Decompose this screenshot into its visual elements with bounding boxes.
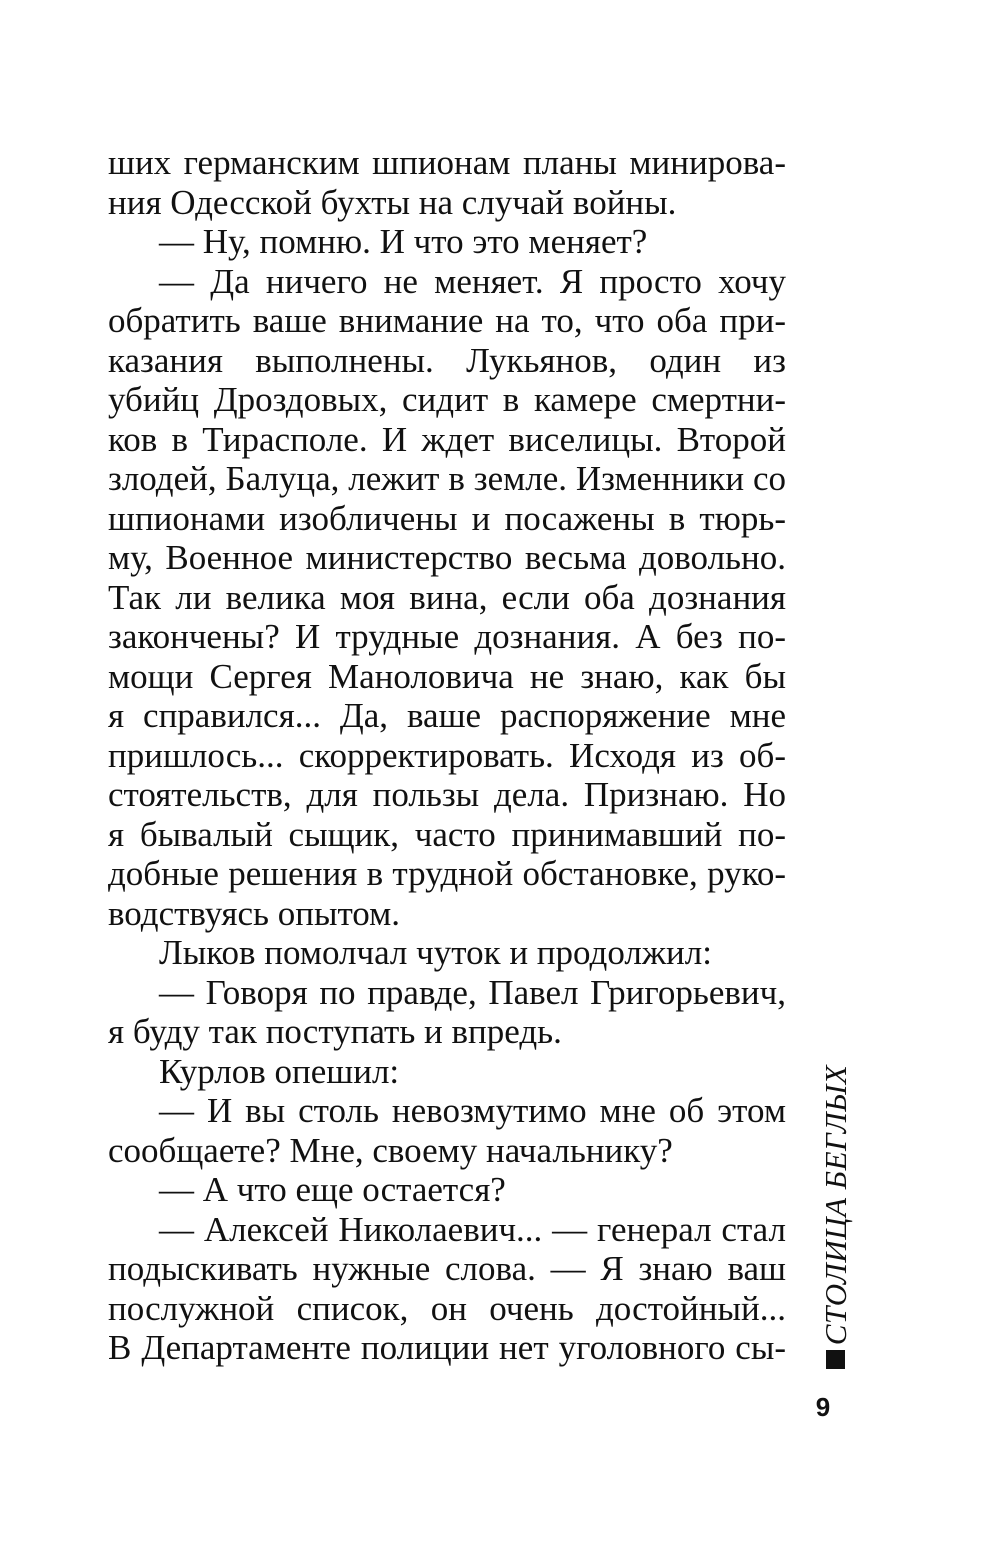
text-line: послужной список, он очень достойный... — [108, 1288, 786, 1328]
text-line: му, Военное министерство весьма довольно. — [108, 538, 786, 577]
text-line: я бывалый сыщик, часто принимавший по- — [108, 814, 786, 854]
text-line: сообщаете? Мне, своему начальнику? — [108, 1130, 673, 1170]
text-line: — А что еще остается? — [159, 1170, 506, 1209]
text-line: стоятельств, для пользы дела. Признаю. Но — [108, 775, 786, 814]
page-number: 9 — [815, 1392, 831, 1422]
text-line: шпионами изобличены и посажены в тюрь- — [108, 498, 786, 538]
text-line: добные решения в трудной обстановке, руко- — [108, 854, 786, 893]
text-line: Так ли велика моя вина, если оба дознания — [108, 577, 786, 617]
running-title: СТОЛИЦА БЕГЛЫХ — [818, 1064, 853, 1346]
text-line: я справился... Да, ваше распоряжение мне — [108, 696, 786, 735]
text-line: — Ну, помню. И что это меняет? — [159, 222, 648, 261]
text-line: закончены? И трудные дознания. А без по- — [108, 617, 786, 656]
text-line: мощи Сергея Маноловича не знаю, как бы — [108, 656, 786, 696]
text-line: — Говоря по правде, Павел Григорьевич, — [159, 972, 786, 1012]
text-line: Лыков помолчал чуток и продолжил: — [159, 933, 712, 972]
text-line: убийц Дроздовых, сидит в камере смертни- — [108, 380, 786, 419]
text-line: — И вы столь невозмутимо мне об этом — [159, 1091, 786, 1130]
text-line: злодей, Балуца, лежит в земле. Изменники со — [108, 459, 786, 498]
text-line: я буду так поступать и впредь. — [108, 1012, 562, 1051]
text-line: В Департаменте полиции нет уголовного сы- — [108, 1328, 786, 1367]
text-line: ших германским шпионам планы минирова- — [108, 143, 786, 182]
text-line: обратить ваше внимание на то, что оба при- — [108, 301, 786, 340]
text-line: подыскивать нужные слова. — Я знаю ваш — [108, 1249, 786, 1288]
text-line: ков в Тирасполе. И ждет виселицы. Второй — [108, 419, 786, 459]
square-marker-icon — [826, 1350, 845, 1369]
text-line: ния Одесской бухты на случай войны. — [108, 182, 677, 222]
text-line: — Да ничего не меняет. Я просто хочу — [159, 261, 786, 301]
text-line: — Алексей Николаевич... — генерал стал — [159, 1209, 786, 1249]
body-text — [108, 143, 786, 1368]
text-line: водствуясь опытом. — [108, 893, 401, 933]
text-line: казания выполнены. Лукьянов, один из — [108, 340, 786, 380]
text-line: пришлось... скорректировать. Исходя из об- — [108, 735, 786, 775]
text-line: Курлов опешил: — [159, 1051, 400, 1091]
